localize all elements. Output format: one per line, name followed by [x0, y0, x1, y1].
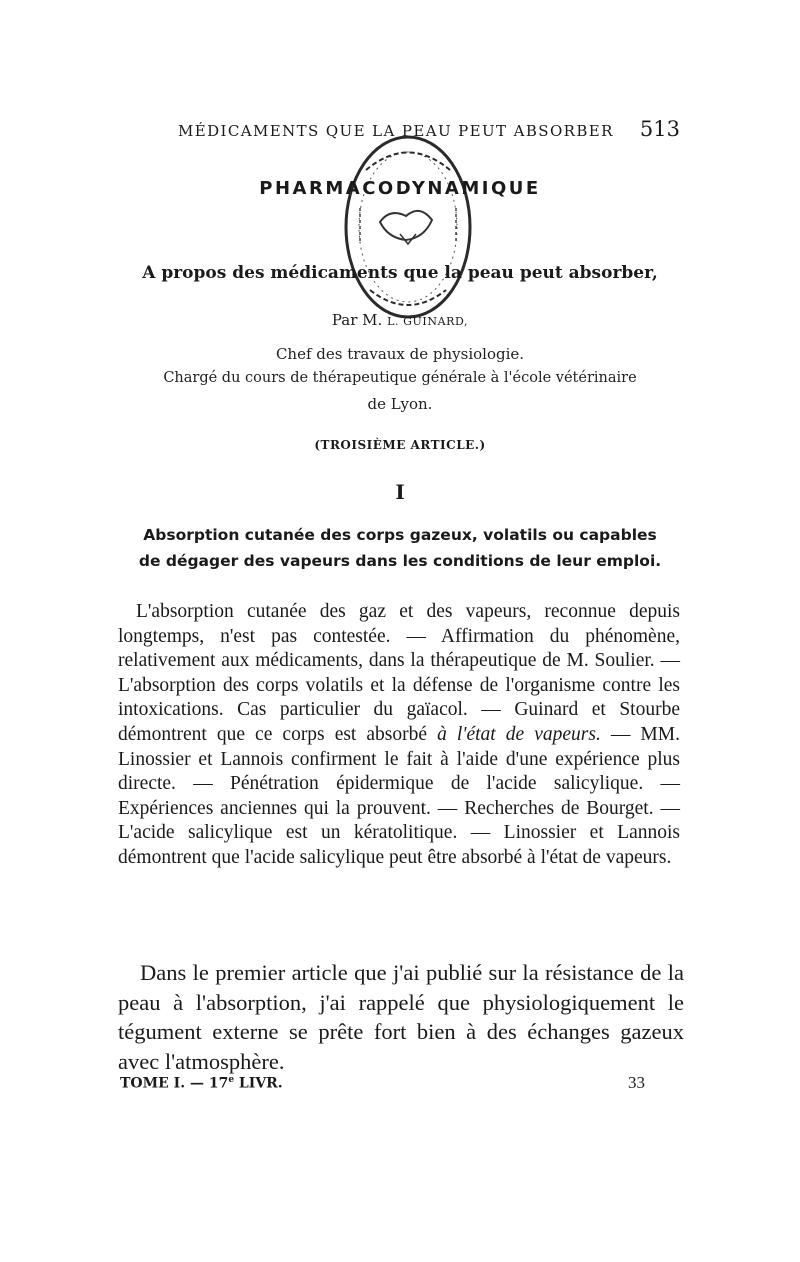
section-subtitle [120, 522, 680, 574]
summary-paragraph [118, 600, 680, 871]
library-stamp-icon [338, 130, 478, 325]
affiliation-line-2: Chargé du cours de thérapeutique générale à l'école vétérinaire [163, 370, 637, 386]
author-prefix: Par M. [331, 311, 383, 329]
footer-volume-info [120, 1075, 283, 1092]
page-number: 513 [639, 117, 680, 141]
article-title: A propos des médicaments que la peau peut absorber, [142, 263, 658, 283]
footer-issue: 17 [208, 1076, 229, 1092]
section-title: PHARMACODYNAMIQUE [259, 178, 541, 199]
affiliation-line-3: de Lyon. [367, 395, 433, 413]
subtitle-line-1: Absorption cutanée des corps gazeux, volatils ou capables [143, 526, 657, 544]
footer-issue-label: LIVR. [238, 1076, 283, 1092]
author-line [0, 311, 800, 329]
summary-text-2: — MM. Linossier et Lannois confirment le fait à l'aide d'une expérience plus directe. — Pénétration épidermique de l'acide salicylique. — Expériences anciennes qui la prouvent. — Recherches de Bourget. — L'acide salicylique est un kératolitique. — Linossier et Lannois démontrent que l'acide salicylique peut être absorbé à l'état de vapeurs. [118, 723, 680, 868]
body-paragraph: Dans le premier article que j'ai publié sur la résistance de la peau à l'absorption, j'ai rappelé que physiologiquement le tégument externe se prête fort bien à des échanges gazeux avec l'atmosphère. [118, 960, 684, 1074]
subtitle-line-2: de dégager des vapeurs dans les conditions de leur emploi. [138, 552, 662, 570]
article-number: (TROISIÈME ARTICLE.) [314, 438, 486, 452]
summary-italic: à l'état de vapeurs. [437, 723, 601, 745]
running-title: MÉDICAMENTS QUE LA PEAU PEUT ABSORBER [178, 122, 614, 140]
footer-dash: — [189, 1076, 204, 1092]
footer-issue-sup: e [228, 1075, 235, 1086]
author-name: L. GUINARD, [387, 315, 469, 328]
affiliation-line-1: Chef des travaux de physiologie. [275, 345, 525, 363]
summary-text-1: L'absorption cutanée des gaz et des vapeurs, reconnue depuis longtemps, n'est pas contestée. — Affirmation du phénomène, relativement aux médicaments, dans la thérapeutique de M. Soulier. — L'absorption des corps volatils et la défense de l'organisme contre les intoxications. Cas particulier du gaïacol. — Guinard et Stourbe démontrent que ce corps est absorbé [118, 601, 680, 745]
part-number: I [395, 480, 405, 504]
footer-volume: TOME I. [120, 1076, 186, 1092]
page-footer [120, 1073, 645, 1095]
footer-signature: 33 [628, 1073, 645, 1092]
